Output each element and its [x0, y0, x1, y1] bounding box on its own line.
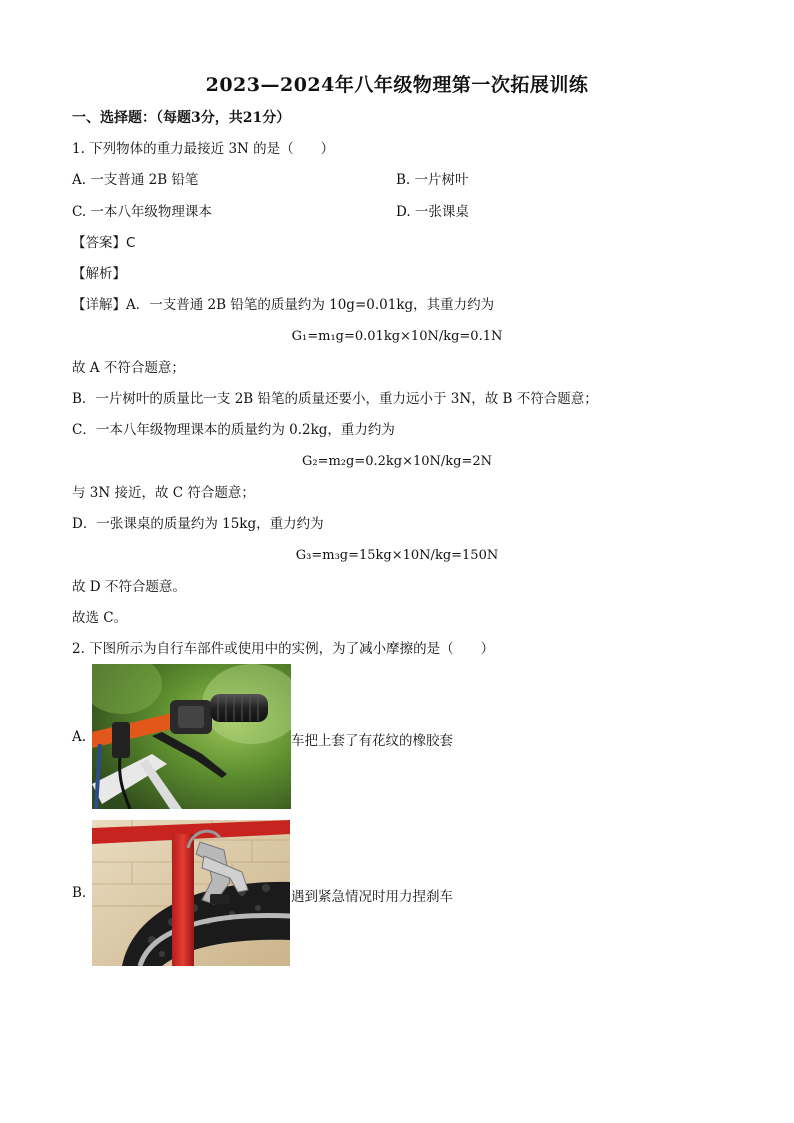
q1-analysis-label: 【解析】 — [72, 266, 126, 282]
q1-equation-3: G₃=m₃g=15kg×10N/kg=150N — [295, 548, 499, 563]
q1-final: 故选 C。 — [72, 610, 128, 626]
q1-option-d: D. 一张课桌 — [396, 204, 469, 220]
q1-c-text: C．一本八年级物理课本的质量约为 0.2kg，重力约为 — [72, 422, 395, 438]
q2-option-a-text: 车把上套了有花纹的橡胶套 — [291, 733, 453, 749]
question-1-stem: 1. 下列物体的重力最接近 3N 的是（ ） — [72, 141, 335, 157]
q1-option-c: C. 一本八年级物理课本 — [72, 204, 212, 220]
bicycle-brake-photo — [92, 820, 290, 966]
q1-detail-intro: 【详解】A．一支普通 2B 铅笔的质量约为 10g=0.01kg，其重力约为 — [72, 297, 495, 313]
q1-d-conclusion: 故 D 不符合题意。 — [72, 579, 186, 595]
q1-b-text: B．一片树叶的质量比一支 2B 铅笔的质量还要小，重力远小于 3N，故 B 不符合题意； — [72, 391, 598, 407]
section-heading: 一、选择题：（每题3分，共21分） — [72, 110, 291, 126]
page-title: 2023—2024年八年级物理第一次拓展训练 — [205, 74, 589, 96]
q2-option-a-label: A. — [72, 729, 87, 745]
q1-answer: 【答案】C — [72, 235, 136, 251]
question-2-stem: 2. 下图所示为自行车部件或使用中的实例，为了减小摩擦的是（ ） — [72, 641, 495, 657]
q1-equation-1: G₁=m₁g=0.01kg×10N/kg=0.1N — [291, 329, 503, 344]
q1-a-conclusion: 故 A 不符合题意； — [72, 360, 185, 376]
q1-c-conclusion: 与 3N 接近，故 C 符合题意； — [72, 485, 255, 501]
handlebar-grip-photo — [92, 664, 291, 809]
q1-d-text: D．一张课桌的质量约为 15kg，重力约为 — [72, 516, 324, 532]
q1-option-a: A. 一支普通 2B 铅笔 — [72, 172, 199, 188]
q2-option-b-label: B. — [72, 885, 87, 901]
q1-equation-2: G₂=m₂g=0.2kg×10N/kg=2N — [301, 454, 493, 469]
q2-option-b-text: 遇到紧急情况时用力捏刹车 — [291, 889, 453, 905]
q1-option-b: B. 一片树叶 — [396, 172, 469, 188]
